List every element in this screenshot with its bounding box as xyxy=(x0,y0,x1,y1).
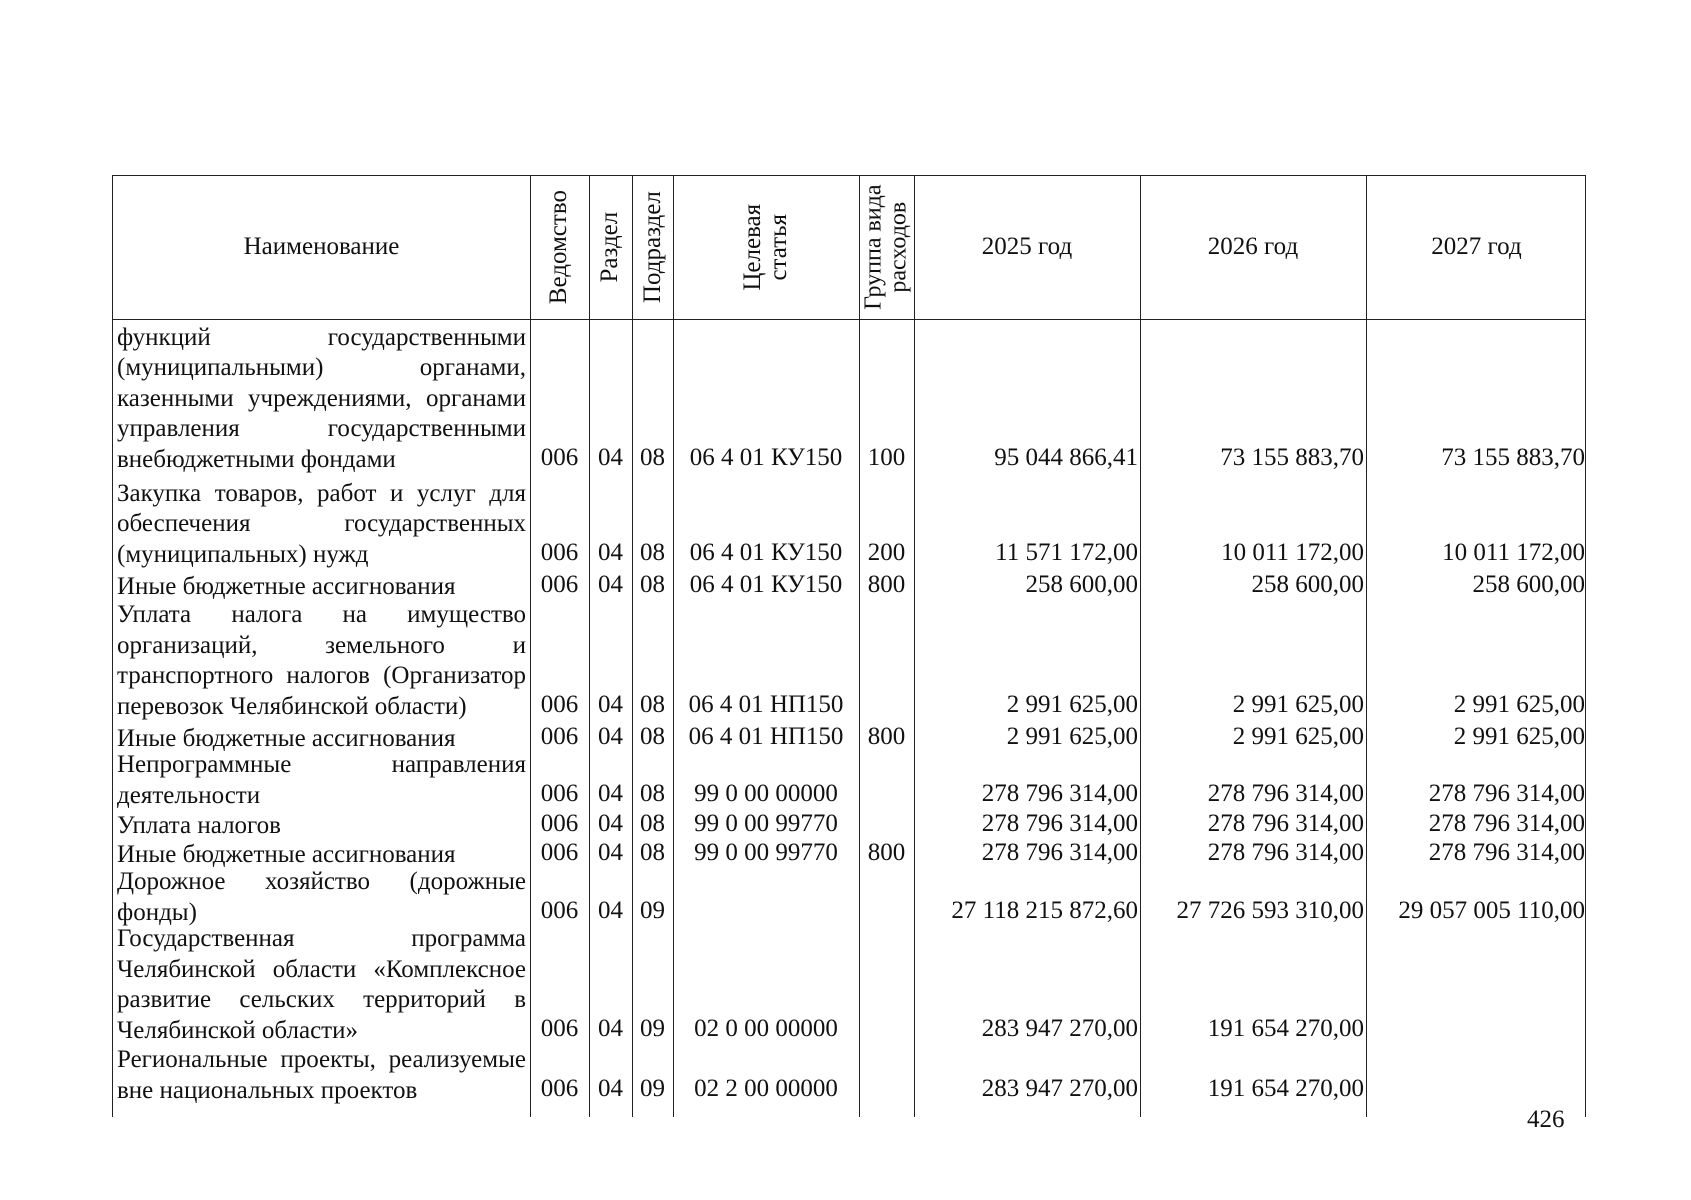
row-target: 06 4 01 КУ150 xyxy=(689,539,843,566)
row-subsection: 09 xyxy=(640,1075,665,1102)
row-target: 02 2 00 00000 xyxy=(694,1075,838,1102)
row-year-2026: 2 991 625,00 xyxy=(1232,691,1364,718)
header-dept xyxy=(530,176,589,319)
table-row xyxy=(113,841,1585,870)
table-row xyxy=(113,324,1585,475)
row-name: Региональные проекты, реализуемые вне национальных проектов xyxy=(117,1046,526,1104)
row-group: 800 xyxy=(867,839,906,866)
row-group: 100 xyxy=(867,444,906,471)
row-year-2027: 29 057 005 110,00 xyxy=(1398,897,1585,924)
row-name: Дорожное хозяйство (дорожные фонды) xyxy=(117,868,526,926)
table-row xyxy=(113,870,1585,928)
row-name: Государственная программа Челябинской области «Комплексное развитие сельских территорий в Челябинской области» xyxy=(117,925,526,1044)
row-subsection: 08 xyxy=(640,444,665,471)
header-group-line1: Группа вида xyxy=(860,184,887,311)
budget-table xyxy=(112,175,1586,1117)
row-dept: 006 xyxy=(540,780,579,807)
row-dept: 006 xyxy=(540,1015,579,1042)
row-year-2025: 2 991 625,00 xyxy=(1006,691,1138,718)
header-target-label xyxy=(740,204,793,291)
row-year-2026: 2 991 625,00 xyxy=(1232,723,1364,750)
row-year-2026: 191 654 270,00 xyxy=(1207,1075,1364,1102)
row-year-2025: 11 571 172,00 xyxy=(995,539,1138,566)
row-year-2027: 258 600,00 xyxy=(1472,571,1585,598)
header-group xyxy=(859,176,914,319)
header-2026 xyxy=(1140,176,1366,319)
row-name: Иные бюджетные ассигнования xyxy=(117,840,456,868)
row-name: Уплата налогов xyxy=(117,811,281,839)
row-target: 02 0 00 00000 xyxy=(694,1015,838,1042)
table-row xyxy=(113,573,1585,602)
row-year-2025: 283 947 270,00 xyxy=(981,1075,1138,1102)
header-divider xyxy=(113,319,1585,320)
row-year-2026: 278 796 314,00 xyxy=(1207,839,1364,866)
table-row xyxy=(113,602,1585,722)
header-target xyxy=(673,176,859,319)
row-target: 99 0 00 99770 xyxy=(694,839,838,866)
row-name: Уплата налога на имущество организаций, земельного и транспортного налогов (Организатор перевозок Челябинской области) xyxy=(117,601,526,720)
page-number: 426 xyxy=(1527,1106,1565,1133)
row-name: Непрограммные направления деятельности xyxy=(117,751,526,809)
row-subsection: 08 xyxy=(640,839,665,866)
row-section: 04 xyxy=(598,839,623,866)
table-row xyxy=(113,810,1585,841)
header-name xyxy=(113,176,530,319)
row-section: 04 xyxy=(598,691,623,718)
row-section: 04 xyxy=(598,1075,623,1102)
header-2027-label: 2027 год xyxy=(1431,233,1522,261)
header-subsection-label: Подраздел xyxy=(638,191,666,304)
row-subsection: 08 xyxy=(640,571,665,598)
row-target: 99 0 00 99770 xyxy=(694,810,838,837)
row-section: 04 xyxy=(598,571,623,598)
header-section xyxy=(589,176,632,319)
row-name: Иные бюджетные ассигнования xyxy=(117,572,456,600)
row-target: 06 4 01 КУ150 xyxy=(689,444,843,471)
row-year-2025: 95 044 866,41 xyxy=(994,444,1138,471)
row-year-2027: 278 796 314,00 xyxy=(1428,839,1585,866)
row-section: 04 xyxy=(598,723,623,750)
table-row xyxy=(113,751,1585,811)
table-row xyxy=(113,925,1585,1046)
row-year-2027: 2 991 625,00 xyxy=(1453,691,1585,718)
row-dept: 006 xyxy=(540,897,579,924)
row-group: 800 xyxy=(867,723,906,750)
row-dept: 006 xyxy=(540,810,579,837)
row-dept: 006 xyxy=(540,1075,579,1102)
row-year-2026: 278 796 314,00 xyxy=(1207,810,1364,837)
header-2026-label: 2026 год xyxy=(1207,233,1299,261)
row-section: 04 xyxy=(598,897,623,924)
row-year-2025: 283 947 270,00 xyxy=(981,1015,1138,1042)
row-subsection: 08 xyxy=(640,539,665,566)
row-dept: 006 xyxy=(540,839,579,866)
header-group-label xyxy=(861,185,911,310)
row-year-2026: 258 600,00 xyxy=(1251,571,1364,598)
row-subsection: 08 xyxy=(640,691,665,718)
row-year-2027: 10 011 172,00 xyxy=(1442,539,1585,566)
row-name: Закупка товаров, работ и услуг для обеспечения государственных (муниципальных) нужд xyxy=(117,479,526,568)
row-year-2026: 278 796 314,00 xyxy=(1207,780,1364,807)
table-row xyxy=(113,479,1585,570)
table-row xyxy=(113,1048,1585,1106)
row-target: 99 0 00 00000 xyxy=(694,780,838,807)
row-subsection: 08 xyxy=(640,723,665,750)
row-dept: 006 xyxy=(540,723,579,750)
row-year-2025: 258 600,00 xyxy=(1025,571,1138,598)
row-name: Иные бюджетные ассигнования xyxy=(117,724,456,752)
row-dept: 006 xyxy=(540,691,579,718)
row-year-2027: 2 991 625,00 xyxy=(1453,723,1585,750)
row-year-2025: 2 991 625,00 xyxy=(1006,723,1138,750)
row-section: 04 xyxy=(598,1015,623,1042)
row-year-2025: 278 796 314,00 xyxy=(981,839,1138,866)
row-target: 06 4 01 КУ150 xyxy=(689,571,843,598)
row-year-2025: 278 796 314,00 xyxy=(981,810,1138,837)
row-group: 200 xyxy=(867,539,906,566)
header-subsection xyxy=(632,176,673,319)
header-target-line1: Целевая xyxy=(738,204,766,291)
row-dept: 006 xyxy=(540,571,579,598)
header-target-line2: статья xyxy=(764,214,792,281)
row-year-2025: 278 796 314,00 xyxy=(981,780,1138,807)
row-name: функций государственными (муниципальными) органами, казенными учреждениями, органами управления государственными внебюджетными фондами xyxy=(117,323,526,473)
row-section: 04 xyxy=(598,780,623,807)
row-dept: 006 xyxy=(540,444,579,471)
row-dept: 006 xyxy=(540,539,579,566)
row-target: 06 4 01 НП150 xyxy=(688,691,844,718)
row-year-2027: 278 796 314,00 xyxy=(1428,810,1585,837)
row-year-2027: 73 155 883,70 xyxy=(1441,444,1585,471)
header-name-label: Наименование xyxy=(243,233,400,261)
row-year-2026: 27 726 593 310,00 xyxy=(1176,897,1364,924)
row-group: 800 xyxy=(867,571,906,598)
row-section: 04 xyxy=(598,810,623,837)
row-year-2026: 10 011 172,00 xyxy=(1221,539,1364,566)
header-group-line2: расходов xyxy=(885,202,912,293)
row-target: 06 4 01 НП150 xyxy=(688,723,844,750)
header-section-label: Раздел xyxy=(596,212,624,283)
row-subsection: 08 xyxy=(640,780,665,807)
row-subsection: 09 xyxy=(640,897,665,924)
row-subsection: 08 xyxy=(640,810,665,837)
row-year-2026: 191 654 270,00 xyxy=(1207,1015,1364,1042)
header-dept-label: Ведомство xyxy=(545,190,573,305)
row-subsection: 09 xyxy=(640,1015,665,1042)
row-section: 04 xyxy=(598,539,623,566)
header-2025-label: 2025 год xyxy=(981,233,1073,261)
header-2025 xyxy=(914,176,1140,319)
row-year-2027: 278 796 314,00 xyxy=(1428,780,1585,807)
header-2027 xyxy=(1366,176,1587,319)
row-year-2025: 27 118 215 872,60 xyxy=(951,897,1138,924)
row-section: 04 xyxy=(598,444,623,471)
row-year-2026: 73 155 883,70 xyxy=(1220,444,1364,471)
